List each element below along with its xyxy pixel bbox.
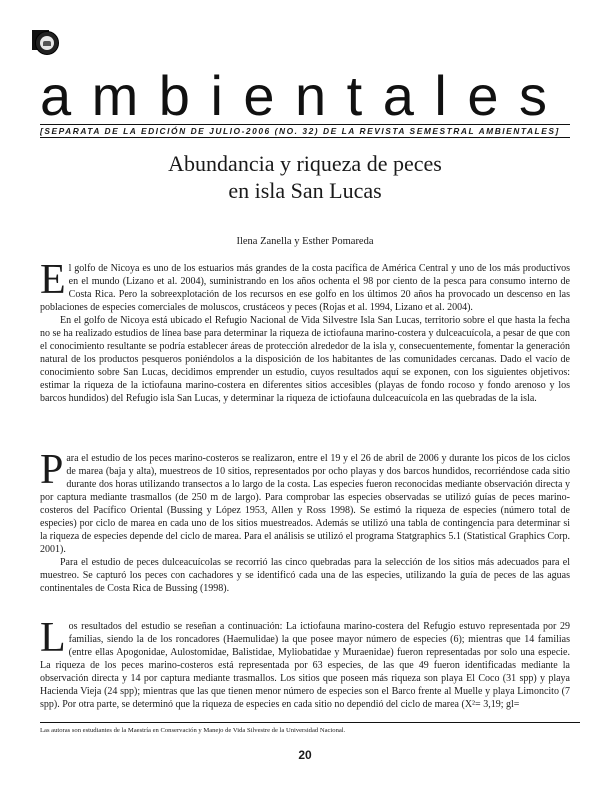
masthead: ambientales (40, 64, 568, 127)
footnote: Las autoras son estudiantes de la Maestría en Conservación y Manejo de Vida Silvestre de la Universidad Nacional. (40, 727, 346, 734)
dropcap: E (40, 257, 66, 303)
paragraph-4: Para el estudio de peces dulceacuícolas se recorrió las cinco quebradas para la selección de los sitios más adecuados para el muestreo. Se capturó los peces con cachadores y se identificó cada una de las especies, utilizando la guía de peces de las aguas continentales de Costa Rica de Bussing (1998). (40, 557, 570, 595)
journal-logo-icon (35, 31, 59, 55)
article-body-intro (40, 257, 570, 406)
paragraph-text: ara el estudio de los peces marino-costeros se realizaron, entre el 19 y el 26 de abril de 2006 y durante los picos de los ciclos de marea (baja y alta), muestreos de 10 sitios, representados por ocho playas y dos barcos hundidos, recorriéndose cada sitio durante dos horas utilizando transectos a lo largo de la costa. Las especies fueron reconocidas mediante observación directa y por captura mediante trasmallos (de 250 m de largo). Para comprobar las especies observadas se utilizó guías de peces marino-costeros del Pacífico Oriental (Bussing y López 1953, Allen y Ross 1998). Se estimó la riqueza de especies (número total de especies) por ciclo de marea en cada uno de los sitios muestreados. Además se utilizó una tabla de contingencia para determinar si la riqueza de especies depende del ciclo de marea. Para el análisis se utilizó el programa Statgraphics 5.1 (Statistical Graphics Corp. 2001). (40, 453, 570, 556)
paragraph-text: os resultados del estudio se reseñan a continuación: La ictiofauna marino-costera del Refugio estuvo representada por 29 familias, siendo la de los roncadores (Haemulidae) la que posee mayor número de especies (6); mientras que 14 familias (entre ellas Apogonidae, Aulostomidae, Balistidae, Myliobatidae y Muraenidae) fueron representadas por solo una especie. La riqueza de los peces marino-costeros está representada por 63 especies, de las que 49 fueron identificadas mediante la observación directa y 14 por captura mediante trasmallos. Los sitios que poseen más riqueza son playa El Coco (31 spp) y playa Hacienda Vieja (24 spp); mientras que las que tienen menor número de especies son el Barco frente al Muelle y playa Limoncito (7 spp). Por otra parte, se determinó que la riqueza de especies en cada sitio no dependió del ciclo de marea (X²= 3,19; gl= (40, 621, 570, 711)
paragraph-3 (40, 447, 570, 556)
dropcap: P (40, 447, 64, 493)
edition-bar: [SEPARATA DE LA EDICIÓN DE JULIO-2006 (NO. 32) DE LA REVISTA SEMESTRAL AMBIENTALES] (40, 124, 570, 138)
title-line-1: Abundancia y riqueza de peces (168, 151, 442, 176)
paragraph-5 (40, 615, 570, 711)
paragraph-1 (40, 257, 570, 314)
article-body-results (40, 615, 570, 711)
title-line-2: en isla San Lucas (228, 178, 382, 203)
footnote-divider (40, 722, 580, 723)
article-authors: Ilena Zanella y Esther Pomareda (236, 236, 374, 247)
paragraph-text: l golfo de Nicoya es uno de los estuarios más grandes de la costa pacífica de América Central y uno de los más productivos en el mundo (Lizano et al. 2004), suministrando en los años ochenta el 98 por ciento de la pesca para consumo interno de Costa Rica. Pero la sobreexplotación de los recursos en ese golfo en los últimos 20 años ha provocado un descenso en las poblaciones de especies comerciales de moluscos, crustáceos y peces (Rojas et al. 1994, Lizano et al. 2004). (40, 263, 570, 314)
article-body-methods (40, 447, 570, 596)
dropcap: L (40, 615, 66, 661)
article-title (40, 150, 570, 204)
page-number: 20 (298, 748, 312, 762)
paragraph-2: En el golfo de Nicoya está ubicado el Refugio Nacional de Vida Silvestre Isla San Lucas, territorio sobre el que hasta la fecha no se ha realizado estudios de línea base para determinar la riqueza de ictiofauna marino-costera y dulceacuícola, a pesar de que con el conocimiento resultante se podría establecer áreas de protección alrededor de la isla y, consecuentemente, fomentar la generación natural de los productos pesqueros poniéndolos a la disposición de los habitantes de las comunidades cercanas. Dado el vacío de conocimiento sobre San Lucas, decidimos emprender un estudio, cuyos resultados aquí se exponen, con los siguientes objetivos: estimar la riqueza de la ictiofauna marino-costera en diferentes sitios accesibles (playas de fondo rocoso y fondo arenoso y los barcos hundidos) del Refugio isla San Lucas, y determinar la riqueza de ictiofauna dulceacuícola en las quebradas de la isla. (40, 315, 570, 405)
